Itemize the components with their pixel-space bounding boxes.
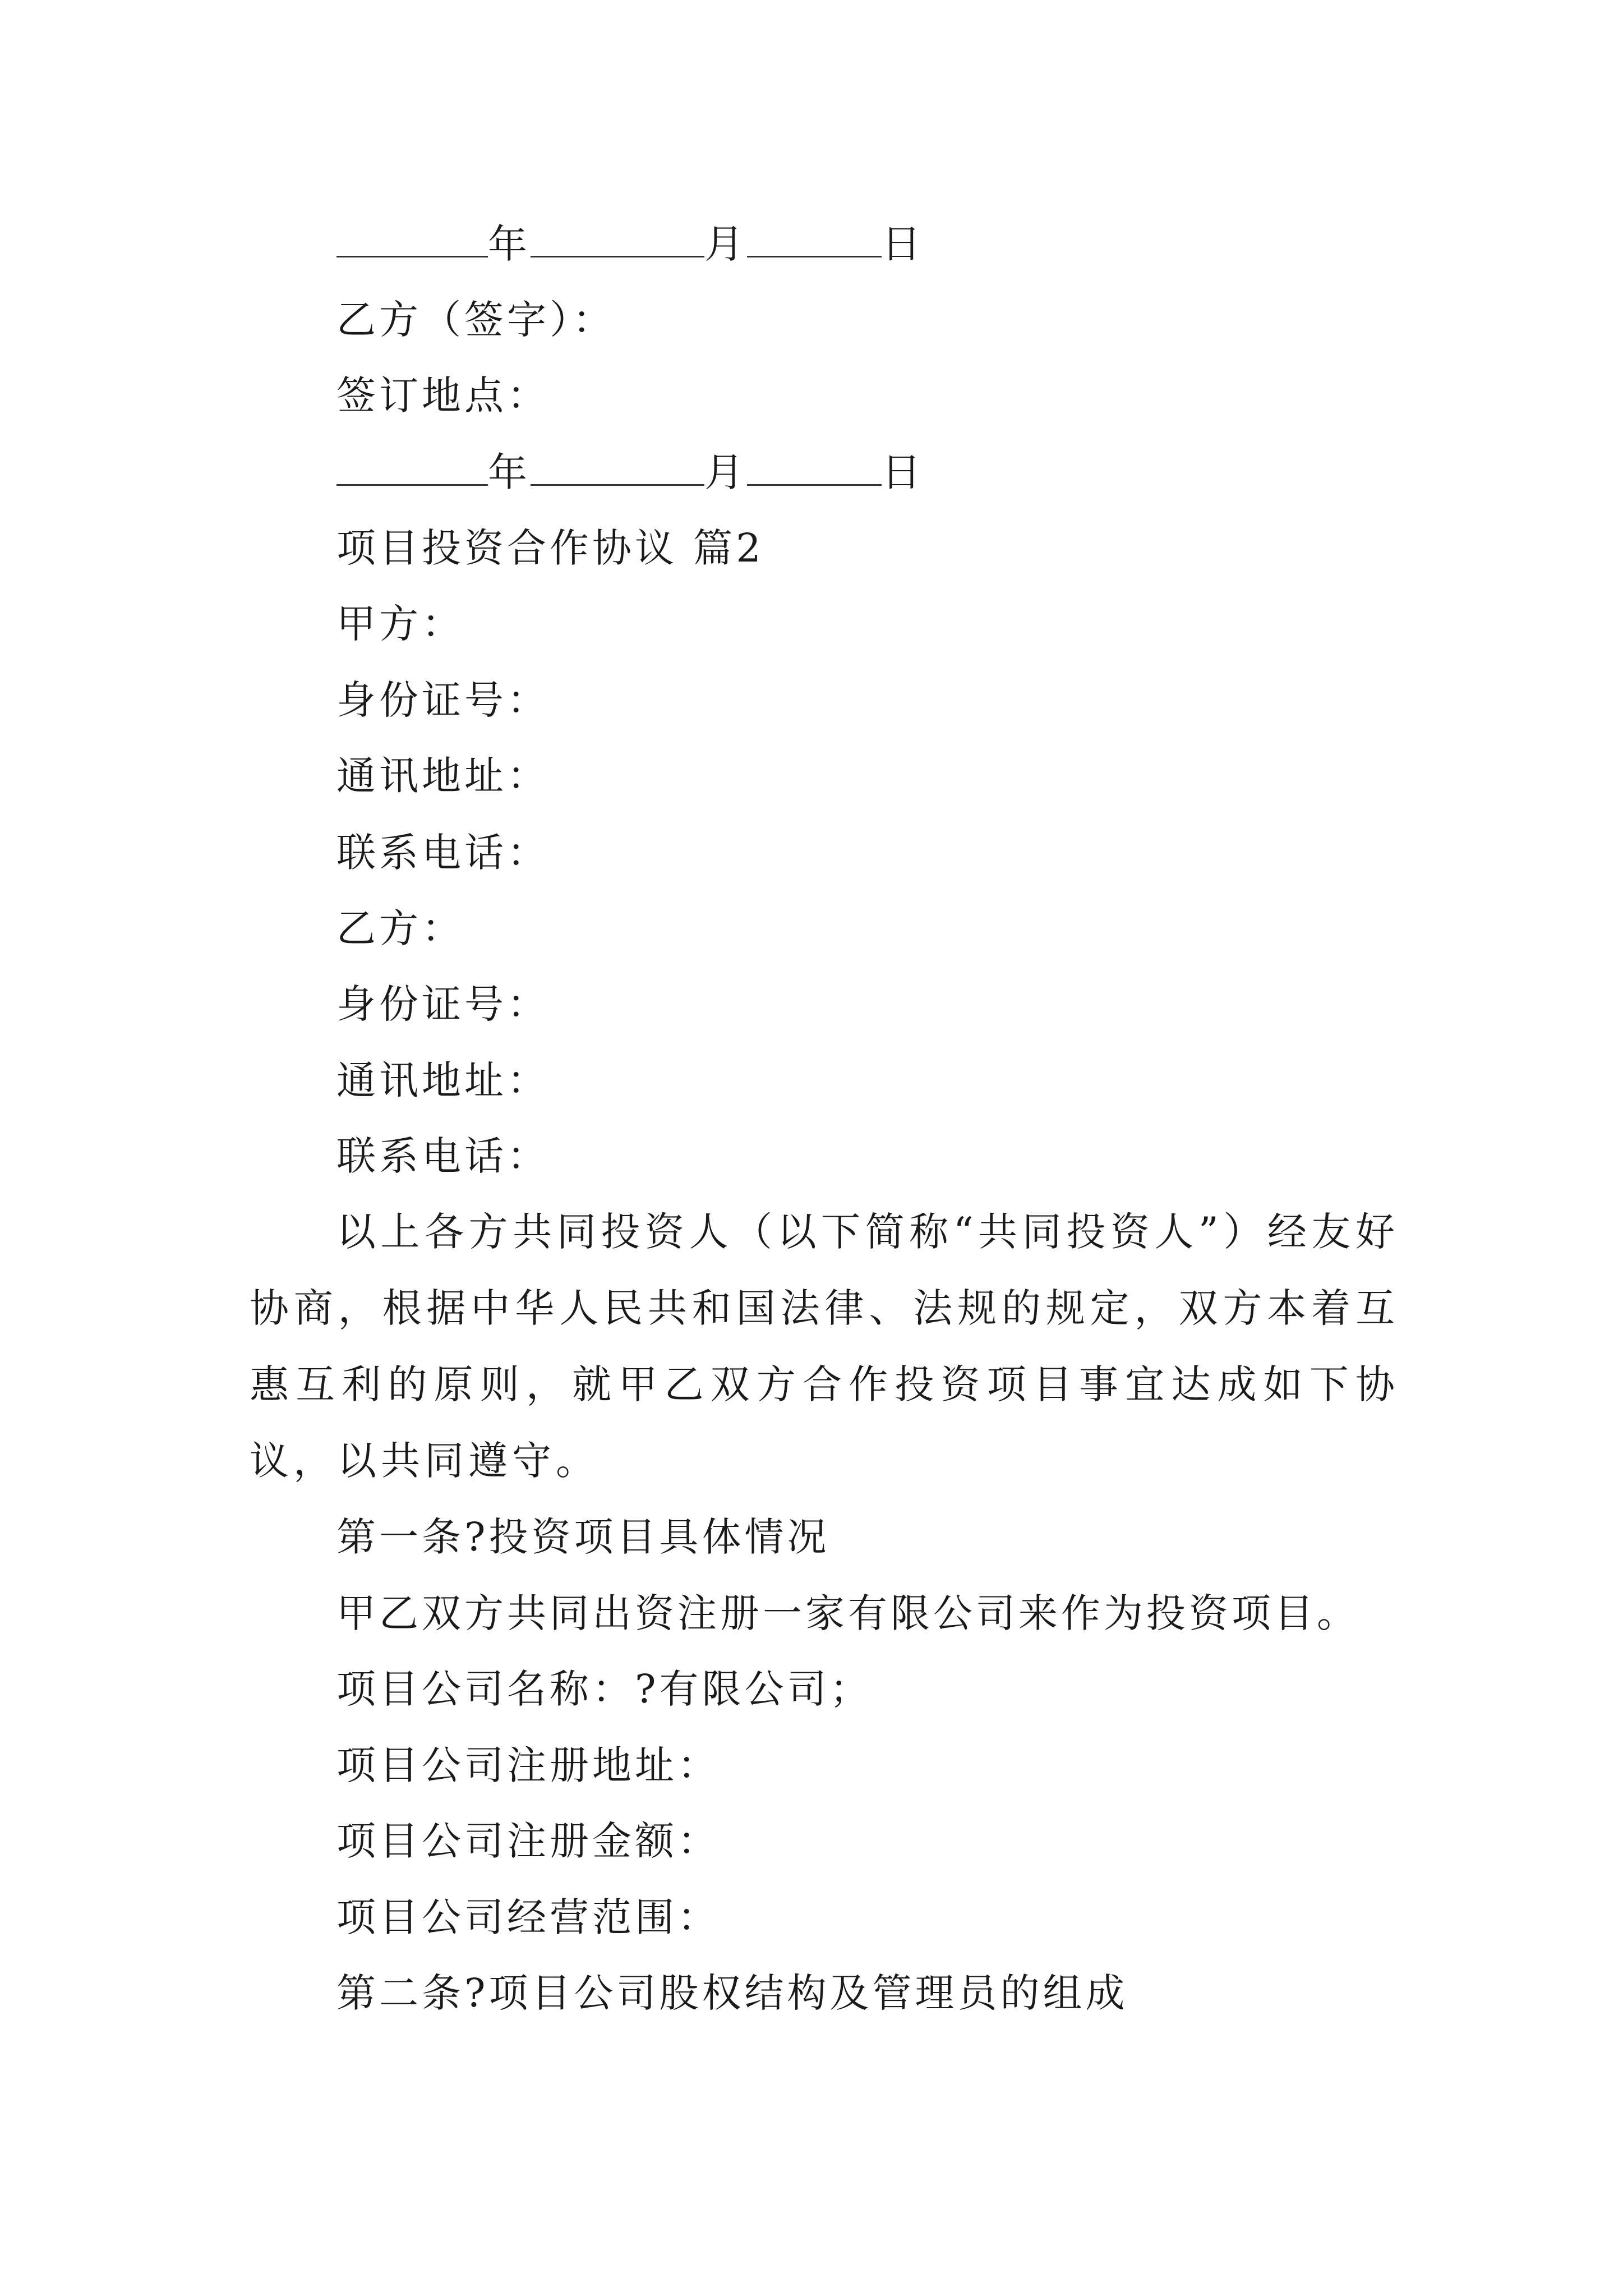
party-a-id-number: 身份证号： <box>336 677 550 723</box>
party-b-signature-label: 乙方（签字）： <box>336 297 615 343</box>
month-label: 月 <box>704 449 747 495</box>
company-name-field: 项目公司名称：?有限公司； <box>336 1666 873 1712</box>
signing-place-label: 签订地点： <box>336 372 550 418</box>
registered-capital-field: 项目公司注册金额： <box>336 1818 720 1864</box>
day-label: 日 <box>882 449 924 495</box>
month-blank <box>531 449 704 486</box>
year-blank <box>336 449 488 486</box>
year-label: 年 <box>488 449 531 495</box>
day-blank <box>747 221 882 257</box>
month-label: 月 <box>704 221 747 267</box>
party-b-address: 通讯地址： <box>336 1057 550 1103</box>
article-1-body: 甲乙双方共同出资注册一家有限公司来作为投资项目。 <box>336 1590 1359 1636</box>
month-blank <box>531 221 704 257</box>
party-b-id-number: 身份证号： <box>336 981 550 1027</box>
business-scope-field: 项目公司经营范围： <box>336 1894 720 1940</box>
day-label: 日 <box>882 221 924 267</box>
article-1-title: 第一条?投资项目具体情况 <box>336 1514 830 1560</box>
section-title: 项目投资合作协议 篇2 <box>336 525 764 571</box>
registered-address-field: 项目公司注册地址： <box>336 1742 720 1788</box>
party-b-label: 乙方： <box>336 905 464 951</box>
party-b-phone: 联系电话： <box>336 1133 550 1179</box>
intro-paragraph: 以上各方共同投资人（以下简称“共同投资人”）经友好协商，根据中华人民共和国法律、法规的规定，双方本着互惠互利的原则，就甲乙双方合作投资项目事宜达成如下协议，以共同遵守。 <box>250 1209 1399 1484</box>
party-a-address: 通讯地址： <box>336 753 550 799</box>
article-2-title: 第二条?项目公司股权结构及管理员的组成 <box>336 1970 1128 2016</box>
year-blank <box>336 221 488 257</box>
party-a-phone: 联系电话： <box>336 830 550 876</box>
year-label: 年 <box>488 221 531 267</box>
day-blank <box>747 449 882 486</box>
date-line-2 <box>336 444 924 500</box>
party-a-label: 甲方： <box>336 601 464 647</box>
date-line-1 <box>336 216 924 272</box>
